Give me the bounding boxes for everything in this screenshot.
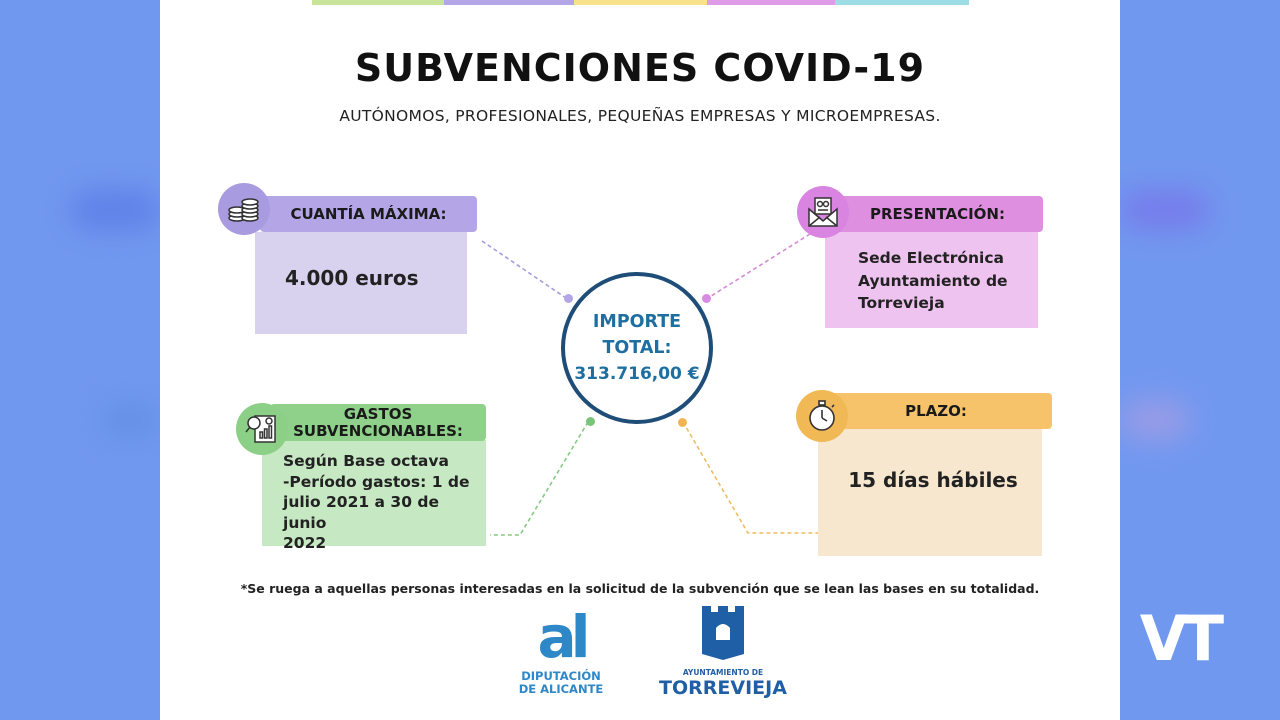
diputacion-logo — [515, 604, 607, 704]
cuantia-box — [255, 232, 467, 334]
plazo-value: 15 días hábiles — [848, 468, 1018, 492]
page-title: SUBVENCIONES COVID-19 — [354, 46, 926, 90]
page-subtitle: AUTÓNOMOS, PROFESIONALES, PEQUEÑAS EMPRESAS Y MICROEMPRESAS. — [339, 107, 941, 125]
gastos-line-1: Según Base octava — [283, 452, 449, 470]
diputacion-mark: al — [537, 603, 585, 671]
presentacion-line-3: Torrevieja — [858, 294, 945, 312]
presentacion-line-2: Ayuntamiento de — [858, 271, 1008, 290]
ayto-small-text: AYUNTAMIENTO DE — [682, 668, 764, 677]
importe-amount: 313.716,00 € — [574, 364, 700, 384]
connector-dot-orange — [678, 418, 687, 427]
gastos-header-line-2: SUBVENCIONABLES: — [293, 421, 463, 440]
gastos-line-3: julio 2021 a 30 de junio — [283, 493, 439, 532]
diputacion-line-1: DIPUTACIÓN — [521, 669, 601, 683]
gastos-line-2: -Período gastos: 1 de — [283, 472, 470, 491]
envelope-icon — [797, 186, 849, 238]
importe-line-2: TOTAL: — [602, 338, 672, 358]
gastos-header-line-1: GASTOS — [343, 404, 413, 423]
connector-dot-purple — [564, 294, 573, 303]
poster — [160, 0, 1120, 720]
importe-total-circle — [561, 272, 713, 424]
cuantia-header: CUANTÍA MÁXIMA: — [260, 196, 477, 232]
plazo-box — [818, 428, 1042, 556]
vt-watermark: VT — [1139, 602, 1218, 675]
gastos-box — [262, 440, 486, 552]
presentacion-header: PRESENTACIÓN: — [832, 196, 1043, 232]
tower-icon — [700, 606, 746, 660]
footnote: *Se ruega a aquellas personas interesadas en la solicitud de la subvención que se lean las bases en su totalidad. — [240, 581, 1040, 596]
stopwatch-icon — [796, 390, 848, 442]
document-chart-icon — [236, 403, 288, 455]
connector-dot-green — [586, 417, 595, 426]
importe-line-1: IMPORTE — [592, 312, 682, 332]
diputacion-line-2: DE ALICANTE — [518, 682, 604, 696]
connector-dot-pink — [702, 294, 711, 303]
coins-icon — [218, 183, 270, 235]
left-background — [0, 0, 160, 720]
cuantia-value: 4.000 euros — [285, 266, 419, 290]
gastos-line-4: 2022 — [283, 534, 327, 552]
torrevieja-logo — [655, 606, 791, 706]
ayto-big-text: TORREVIEJA — [659, 677, 787, 699]
gastos-header — [270, 404, 486, 441]
plazo-header: PLAZO: — [820, 393, 1052, 429]
presentacion-box — [825, 230, 1038, 328]
presentacion-line-1: Sede Electrónica — [858, 249, 1004, 267]
